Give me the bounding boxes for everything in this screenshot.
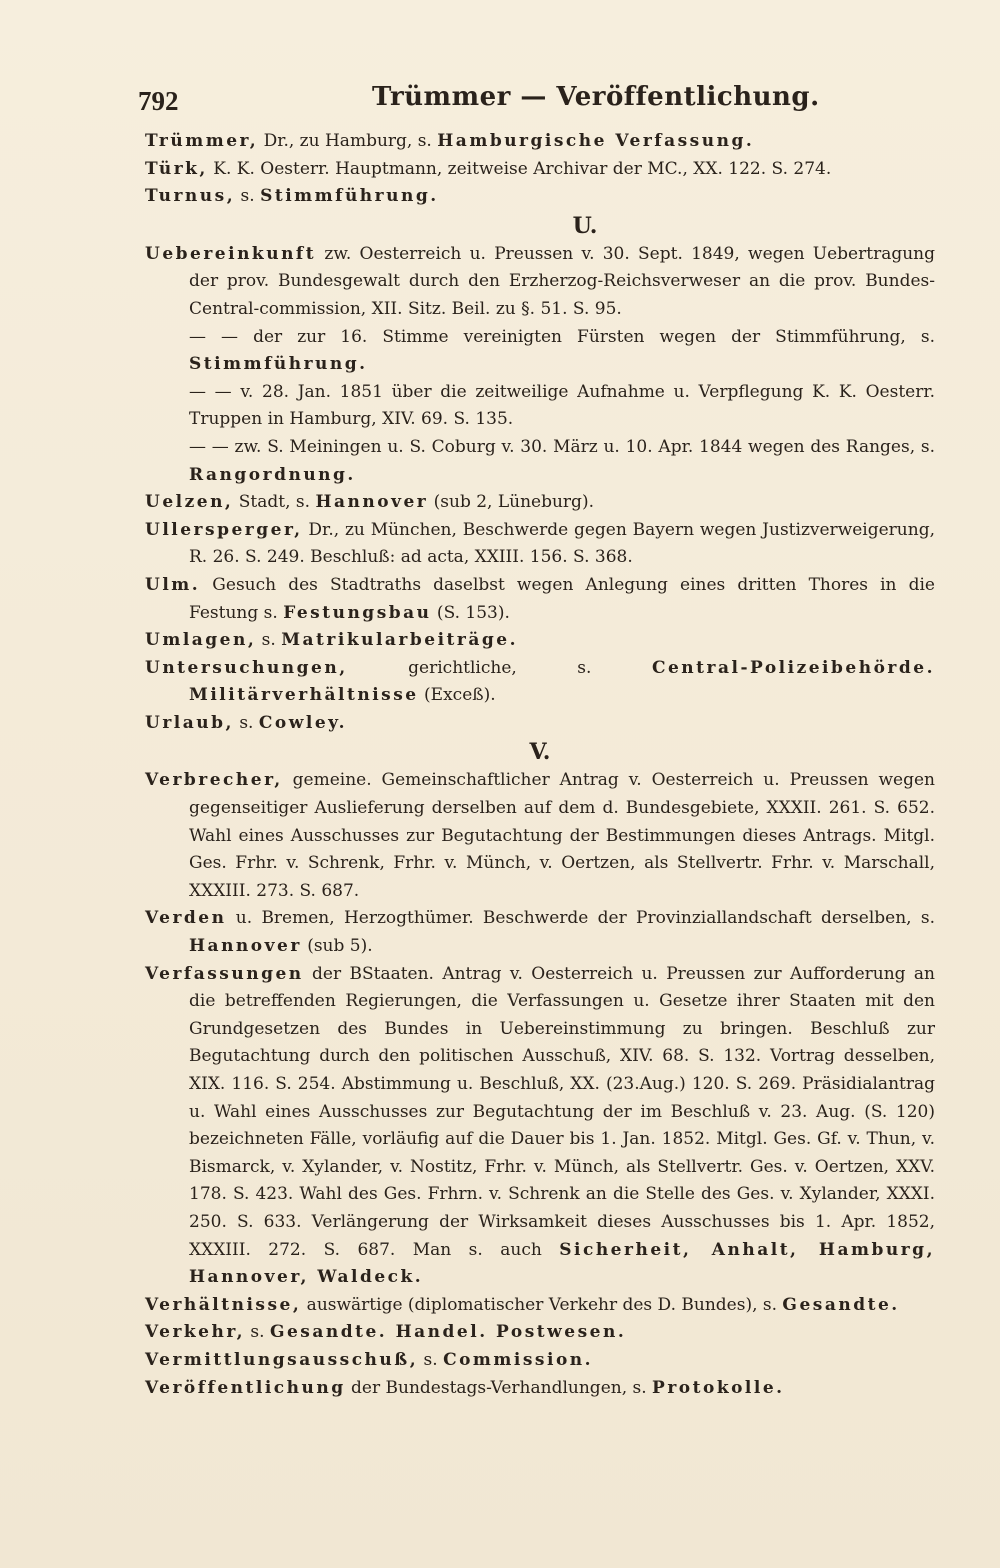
index-entry: [145, 379, 935, 434]
index-term: Trümmer,: [145, 131, 259, 151]
index-text: s.: [233, 712, 259, 733]
index-entry: [145, 1292, 935, 1320]
index-entry: [145, 241, 935, 324]
cross-reference: Hamburgische Verfassung.: [437, 131, 755, 151]
index-text: Gesuch des Stadtraths daselbst wegen Anlegung eines dritten Thores in die Festung s.: [189, 574, 935, 623]
cross-reference: Protokolle.: [652, 1377, 785, 1398]
index-content: [145, 128, 935, 1402]
index-entry: [145, 710, 935, 738]
index-term: Umlagen,: [145, 630, 257, 651]
index-entry: [145, 572, 935, 627]
index-text: s.: [256, 630, 282, 651]
index-entry: [145, 1347, 935, 1375]
index-term: Urlaub,: [145, 712, 234, 733]
index-term: — —: [189, 326, 254, 347]
index-text: Dr., zu Hamburg, s.: [258, 131, 438, 151]
index-entry: [145, 517, 935, 572]
index-tail: (sub 5).: [301, 936, 373, 957]
entries-v: [145, 767, 935, 1402]
index-term: Veröffentlichung: [145, 1377, 346, 1398]
cross-reference: Central-Polizeibehörde. Militärverhältnisse: [189, 657, 935, 706]
index-text: s.: [235, 186, 261, 207]
index-entry: [145, 1319, 935, 1347]
index-term: — —: [189, 436, 235, 457]
cross-reference: Stimmführung.: [189, 354, 368, 375]
index-term: Untersuchungen,: [145, 657, 348, 678]
index-text: der BStaaten. Antrag v. Oesterreich u. Preussen zur Aufforderung an die betreffenden Regierungen, die Verfassungen u. Gesetze ihrer Staaten mit den Grundgesetzen des Bundes in Uebereinstimmung zu bringen. Beschluß zur Begutachtung durch den politischen Ausschuß, XIV. 68. S. 132. Vortrag desselben, XIX. 116. S. 254. Abstimmung u. Beschluß, XX. (23.Aug.) 120. S. 269. Präsidialantrag u. Wahl eines Ausschusses zur Begutachtung der im Beschluß v. 23. Aug. (S. 120) bezeichneten Fälle, vorläufig auf die Dauer bis 1. Jan. 1852. Mitgl. Ges. Gf. v. Thun, v. Bismarck, v. Xylander, v. Nostitz, Frhr. v. Münch, als Stellvertr. Ges. v. Oertzen, XXV. 178. S. 423. Wahl des Ges. Frhrn. v. Schrenk an die Stelle des Ges. v. Xylander, XXXI. 250. S. 633. Verlängerung der Wirksamkeit dieses Ausschusses bis 1. Apr. 1852, XXXIII. 272. S. 687. Man s. auch: [189, 963, 935, 1260]
section-heading-v: V.: [529, 739, 551, 766]
index-term: — —: [189, 381, 241, 402]
index-entry: [145, 489, 935, 517]
index-text: K. K. Oesterr. Hauptmann, zeitweise Archivar der MC., XX. 122. S. 274.: [207, 158, 832, 179]
index-text: v. 28. Jan. 1851 über die zeitweilige Aufnahme u. Verpflegung K. K. Oesterr. Truppen in Hamburg, XIV. 69. S. 135.: [189, 381, 936, 430]
index-tail: (sub 2, Lüneburg).: [428, 492, 594, 513]
index-term: Verbrecher,: [145, 770, 283, 791]
index-text: s.: [418, 1349, 444, 1370]
cross-reference: Hannover: [315, 492, 429, 513]
index-text: u. Bremen, Herzogthümer. Beschwerde der Provinziallandschaft derselben, s.: [226, 908, 935, 929]
index-text: der zur 16. Stimme vereinigten Fürsten wegen der Stimmführung, s.: [253, 326, 935, 347]
entries-t: [145, 128, 935, 211]
index-tail: (Exceß).: [418, 685, 496, 706]
cross-reference: Stimmführung.: [260, 186, 439, 207]
index-entry: [145, 434, 935, 489]
index-text: s.: [245, 1322, 270, 1343]
index-term: Verfassungen: [145, 963, 304, 984]
cross-reference: Matrikularbeiträge.: [281, 630, 518, 651]
index-text: gerichtliche, s.: [347, 657, 652, 678]
cross-reference: Cowley.: [258, 712, 347, 733]
index-term: Turnus,: [145, 186, 236, 207]
index-entry: [145, 627, 935, 655]
index-text: Stadt, s.: [233, 492, 316, 513]
page-number: 792: [138, 86, 179, 116]
cross-reference: Festungsbau: [283, 602, 432, 623]
index-term: Vermittlungsausschuß,: [145, 1349, 419, 1370]
index-tail: (S. 153).: [431, 602, 510, 623]
index-term: Verkehr,: [145, 1322, 245, 1343]
index-term: Uelzen,: [145, 492, 234, 513]
index-term: Verden: [145, 908, 227, 929]
cross-reference: Sicherheit, Anhalt, Hamburg, Hannover, Waldeck.: [189, 1239, 935, 1288]
index-text: Dr., zu München, Beschwerde gegen Bayern wegen Justizverweigerung, R. 26. S. 249. Beschluß: ad acta, XXIII. 156. S. 368.: [189, 519, 935, 568]
index-entry: [145, 961, 935, 1292]
index-term: Türk,: [145, 158, 208, 179]
index-text: zw. Oesterreich u. Preussen v. 30. Sept. 1849, wegen Uebertragung der prov. Bundesgewalt durch den Erzherzog-Reichsverweser an die prov. Bundes-Central-commission, XII. Sitz. Beil. zu §. 51. S. 95.: [189, 243, 935, 319]
cross-reference: Commission.: [443, 1349, 594, 1370]
index-text: gemeine. Gemeinschaftlicher Antrag v. Oesterreich u. Preussen wegen gegenseitiger Auslieferung derselben auf dem d. Bundesgebiete, XXXII. 261. S. 652. Wahl eines Ausschusses zur Begutachtung der Bestimmungen dieses Antrags. Mitgl. Ges. Frhr. v. Schrenk, Frhr. v. Münch, v. Oertzen, als Stellvertr. Frhr. v. Marschall, XXXIII. 273. S. 687.: [189, 770, 935, 901]
index-entry: [145, 655, 935, 710]
index-entry: [145, 767, 935, 905]
index-text: der Bundestags-Verhandlungen, s.: [345, 1377, 653, 1398]
index-term: Ullersperger,: [145, 519, 303, 540]
cross-reference: Gesandte. Handel. Postwesen.: [269, 1322, 627, 1343]
index-text: zw. S. Meiningen u. S. Coburg v. 30. März u. 10. Apr. 1844 wegen des Ranges, s.: [234, 436, 935, 457]
index-entry: [145, 1375, 935, 1403]
cross-reference: Gesandte.: [782, 1294, 900, 1315]
running-title: Trümmer — Veröffentlichung.: [372, 82, 820, 112]
index-term: Uebereinkunft: [145, 243, 317, 264]
cross-reference: Hannover: [189, 936, 302, 957]
index-entry: [145, 183, 935, 211]
entries-u: [145, 241, 935, 738]
index-entry: [145, 324, 935, 379]
page-header: [0, 78, 1000, 122]
index-text: auswärtige (diplomatischer Verkehr des D. Bundes), s.: [301, 1294, 783, 1315]
index-term: Verhältnisse,: [145, 1294, 302, 1315]
cross-reference: Rangordnung.: [189, 464, 356, 485]
section-heading-u: U.: [572, 212, 598, 239]
index-entry: [145, 156, 935, 184]
index-term: Ulm.: [145, 574, 201, 595]
index-entry: [145, 128, 935, 156]
index-entry: [145, 905, 935, 960]
